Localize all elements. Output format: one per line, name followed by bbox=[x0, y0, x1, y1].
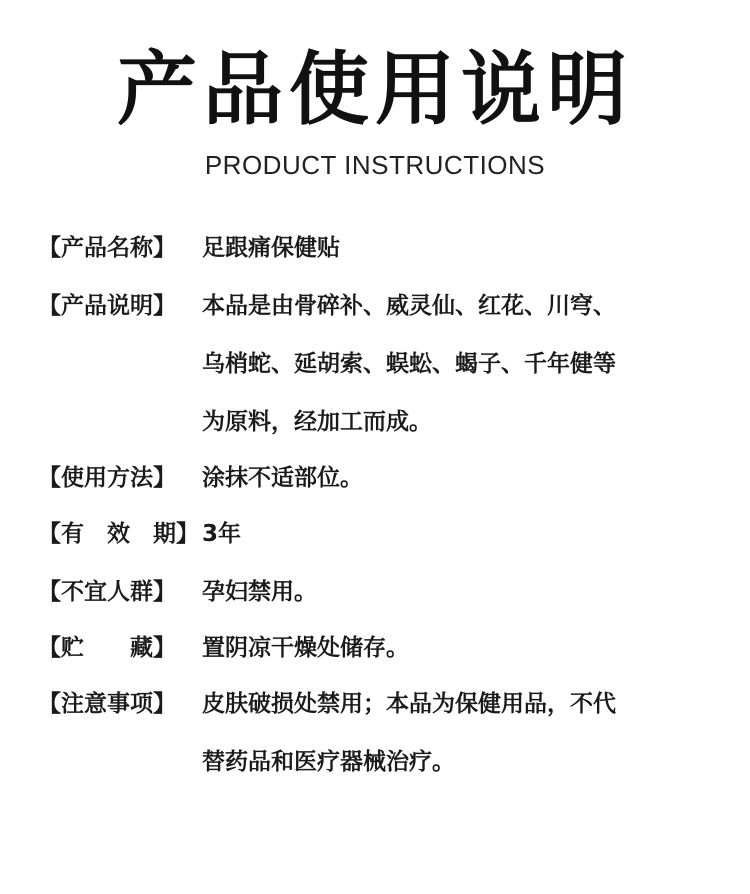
row-value bbox=[202, 690, 718, 806]
value-line: 孕妇禁用。 bbox=[202, 579, 317, 605]
row-value bbox=[202, 234, 718, 292]
row-value bbox=[202, 578, 718, 636]
row-product-name bbox=[38, 234, 718, 292]
row-shelf-life bbox=[38, 520, 718, 578]
row-value bbox=[202, 292, 718, 466]
value-line: 足跟痛保健贴 bbox=[202, 235, 340, 261]
row-precautions bbox=[38, 690, 718, 806]
value-line: 乌梢蛇、延胡索、蜈蚣、蝎子、千年健等 bbox=[202, 351, 616, 377]
row-label: 【贮 藏】 bbox=[38, 635, 176, 661]
value-line: 涂抹不适部位。 bbox=[202, 465, 363, 491]
row-label: 【不宜人群】 bbox=[38, 579, 176, 605]
page-title: 产品使用说明 bbox=[117, 43, 633, 136]
row-value bbox=[202, 634, 718, 692]
value-line: 皮肤破损处禁用；本品为保健用品，不代 bbox=[202, 691, 616, 717]
value-line: 3年 bbox=[202, 521, 242, 547]
row-label: 【使用方法】 bbox=[38, 465, 176, 491]
page-subtitle: PRODUCT INSTRUCTIONS bbox=[204, 150, 546, 180]
value-line: 本品是由骨碎补、威灵仙、红花、川穹、 bbox=[202, 293, 616, 319]
value-line: 替药品和医疗器械治疗。 bbox=[202, 749, 455, 775]
row-label: 【产品名称】 bbox=[38, 235, 176, 261]
row-value bbox=[202, 464, 718, 522]
row-value bbox=[202, 520, 718, 578]
row-storage bbox=[38, 634, 718, 692]
row-label: 【注意事项】 bbox=[38, 691, 176, 717]
row-label: 【有 效 期】 bbox=[38, 521, 199, 547]
row-product-description bbox=[38, 292, 718, 466]
value-line: 为原料，经加工而成。 bbox=[202, 409, 432, 435]
row-usage bbox=[38, 464, 718, 522]
row-label: 【产品说明】 bbox=[38, 293, 176, 319]
row-unsuitable-groups bbox=[38, 578, 718, 636]
value-line: 置阴凉干燥处储存。 bbox=[202, 635, 409, 661]
